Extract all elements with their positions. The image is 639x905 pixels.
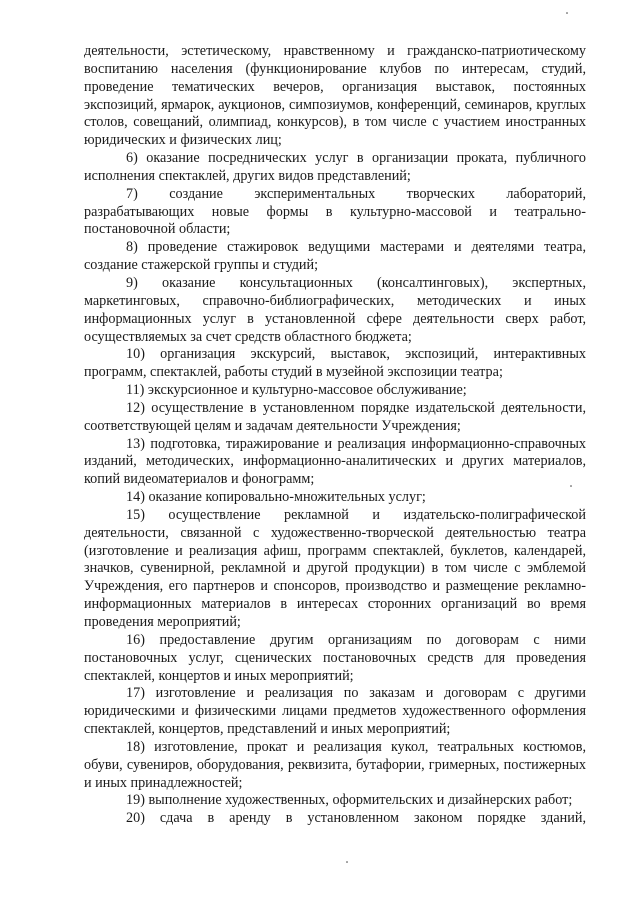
paragraph-item-20: 20) сдача в аренду в установленном законом порядке зданий, (126, 810, 586, 827)
paragraph-item-16: 16) предоставление другим организациям по договорам с ними постановочных услуг, сценических постановочных средств для проведения спектаклей, концертов и иных мероприятий; (84, 631, 586, 684)
paragraph-item-11: 11) экскурсионное и культурно-массовое обслуживание; (126, 382, 467, 399)
paragraph-item-19: 19) выполнение художественных, оформительских и дизайнерских работ; (126, 792, 573, 809)
scan-speck (346, 861, 348, 863)
paragraph-item-17: 17) изготовление и реализация по заказам и договорам с другими юридическими и физическими лицами предметов художественного оформления спектаклей, концертов, представлений и иных мероприятий; (84, 685, 586, 738)
paragraph-item-12: 12) осуществление в установленном порядке издательской деятельности, соответствующей целям и задачам деятельности Учреждения; (84, 399, 586, 434)
paragraph-intro-continuation: деятельности, эстетическому, нравственному и гражданско-патриотическому воспитанию населения (функционирование клубов по интересам, студий, проведение тематических вечеров, организация выставок, постоянных экспозиций, ярмарок, аукционов, симпозиумов, конференций, семинаров, круглых столов, совещаний, олимпиад, конкурсов), в том числе с участием иностранных юридических и физических лиц; (84, 43, 586, 149)
paragraph-item-10: 10) организация экскурсий, выставок, экспозиций, интерактивных программ, спектаклей, работы студий в музейной экспозиции театра; (84, 346, 586, 381)
scan-speck (570, 485, 572, 487)
paragraph-item-7: 7) создание экспериментальных творческих лабораторий, разрабатывающих новые формы в культурно-массовой и театрально-постановочной области; (84, 185, 586, 238)
paragraph-item-8: 8) проведение стажировок ведущими мастерами и деятелями театра, создание стажерской группы и студий; (84, 239, 586, 274)
paragraph-item-9: 9) оказание консультационных (консалтинговых), экспертных, маркетинговых, справочно-библиографических, методических и иных информационных услуг в установленной сфере деятельности сверх работ, осуществляемых за счет средств областного бюджета; (84, 274, 586, 345)
paragraph-item-18: 18) изготовление, прокат и реализация кукол, театральных костюмов, обуви, сувениров, оборудования, реквизита, бутафории, гримерных, постижерных и иных принадлежностей; (84, 738, 586, 791)
paragraph-item-15: 15) осуществление рекламной и издательско-полиграфической деятельности, связанной с художественно-творческой деятельностью театра (изготовление и реализация афиш, программ спектаклей, буклетов, календарей, значков, сувенирной, рекламной и другой продукции) в том числе с эмблемой Учреждения, его партнеров и спонсоров, производство и размещение рекламно-информационных материалов в интересах сторонних организаций во время проведения мероприятий; (84, 506, 586, 630)
scan-speck (566, 12, 568, 14)
paragraph-item-6: 6) оказание посреднических услуг в организации проката, публичного исполнения спектаклей, других видов представлений; (84, 150, 586, 184)
paragraph-item-14: 14) оказание копировально-множительных услуг; (126, 489, 426, 506)
paragraph-item-13: 13) подготовка, тиражирование и реализация информационно-справочных изданий, методических, информационно-аналитических и других материалов, копий видеоматериалов и фонограмм; (84, 435, 586, 488)
document-page (84, 43, 586, 828)
